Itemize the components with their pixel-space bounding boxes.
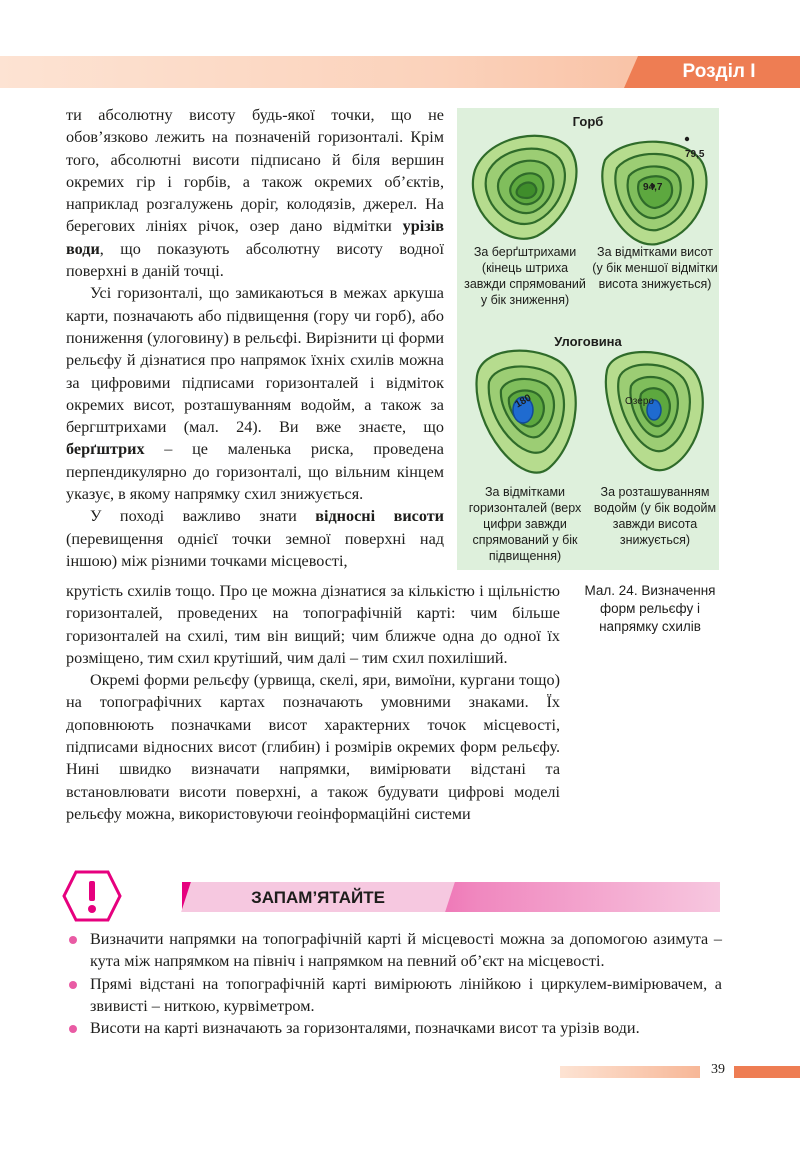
peak-height-label: 94,7 xyxy=(643,182,663,193)
paragraph-1: ти абсолютну висоту будь-якої точки, що не обов’язково лежить на позначеній горизонталі. Крім того, абсолютні висоти підписано й біля вершин окремих гір і горбів, а також окремих об’єктів, наприклад розгалужень доріг, колодязів, джерел. На берегових лініях річок, озер дано відмітки урізів води, що показують абсолютну висоту водної поверхні в даній точці. xyxy=(66,106,444,281)
figure-title-hill: Горб xyxy=(572,114,604,129)
term-bergstrich: берґштрих xyxy=(66,440,145,459)
body-wide xyxy=(66,580,560,825)
caption-water-bodies: За розташуванням водойм (у бік водойм завжди висота знижується) xyxy=(593,485,717,547)
caption-bergstrich: За берґштрихами (кінець штриха завжди спрямований у бік зниження) xyxy=(464,245,586,307)
footer-band-left xyxy=(560,1066,700,1078)
hill-bergstrich-map xyxy=(473,136,577,239)
basin-contour-labels-map xyxy=(477,351,576,473)
body-column xyxy=(66,104,444,572)
paragraph-3: У поході важливо знати відносні висоти (перевищення однієї точки земної поверхні над іншою) між різними точками місцевості, xyxy=(66,507,444,570)
exclamation-icon xyxy=(62,870,122,922)
basin-water-body-map xyxy=(606,352,703,470)
contour-height-label: 180 xyxy=(513,392,534,411)
list-item: Прямі відстані на топографічній карті вимірюють лінійкою і циркулем-вимірювачем, а звивисті – ниткою, курвіметром. xyxy=(66,973,722,1018)
caption-spot-heights: За відмітками висот (у бік меншої відмітки висота знижується) xyxy=(592,245,718,291)
section-label: Розділ І xyxy=(638,56,800,88)
term-relative-heights: відносні висоти xyxy=(315,507,444,526)
paragraph-4: Окремі форми рельєфу (урвища, скелі, яри, вимоїни, кургани тощо) на топографічних картах позначають умовними знаками. Їх доповнюють позначками висот характерних точок місцевості, підписами відносних висот (глибин) і розмірів окремих форм рельєфу. Нині швидко визначати напрямки, вимірювати відстані та встановлювати висоти поверхні, а також будувати цифрові моделі рельєфу можна, використовуючи геоінформаційні системи xyxy=(66,671,560,823)
list-item: Висоти на карті визначають за горизонталями, позначками висот та урізів води. xyxy=(66,1017,722,1039)
remember-title: ЗАПАМ’ЯТАЙТЕ xyxy=(251,888,385,907)
relief-figure xyxy=(457,108,719,570)
page-number: 39 xyxy=(711,1062,725,1077)
figure-title-basin: Улоговина xyxy=(554,334,622,349)
spot-height-label: 79,5 xyxy=(685,149,705,160)
list-item: Визначити напрямки на топографічній карті й місцевості можна за допомогою азимута – кута між напрямком на північ і напрямком на певний об’єкт на місцевості. xyxy=(66,928,722,973)
lake-label: Озеро xyxy=(625,396,654,407)
paragraph-2: Усі горизонталі, що замикаються в межах аркуша карти, позначають або підвищення (гору чи горб), або пониження (улоговину) в рельєфі. Вирізнити ці форми рельєфу й дізнатися про напрямок їхніх схилів можна за цифровими підписами горизонталей і відміток окремих висот, розташуванням водойм, а також за бергштрихами (мал. 24). Ви вже знаєте, що берґштрих – це маленька риска, проведена перпендикулярно до горизонталі, що вільним кінцем указує, в якому напрямку схил знижується. xyxy=(66,284,444,504)
spot-height-dot xyxy=(685,137,689,141)
term-water-edge: урізів води xyxy=(66,217,444,258)
paragraph-3-cont: крутість схилів тощо. Про це можна дізнатися за кількістю і щільністю горизонталей, проведених на топографічній карті: чим більше горизонталей на схилі, тим він вищий; чим ближче одна до одної їх розміщено, тим схил крутіший, чим далі – тим схил похиліший. xyxy=(66,582,560,667)
remember-list xyxy=(66,928,722,1039)
figure-caption: Мал. 24. Визначення форм рельєфу і напрямку схилів xyxy=(584,583,716,634)
footer-band-right xyxy=(734,1066,800,1078)
caption-contour-labels: За відмітками горизонталей (верх цифри завжди спрямований у бік підвищення) xyxy=(468,485,582,563)
